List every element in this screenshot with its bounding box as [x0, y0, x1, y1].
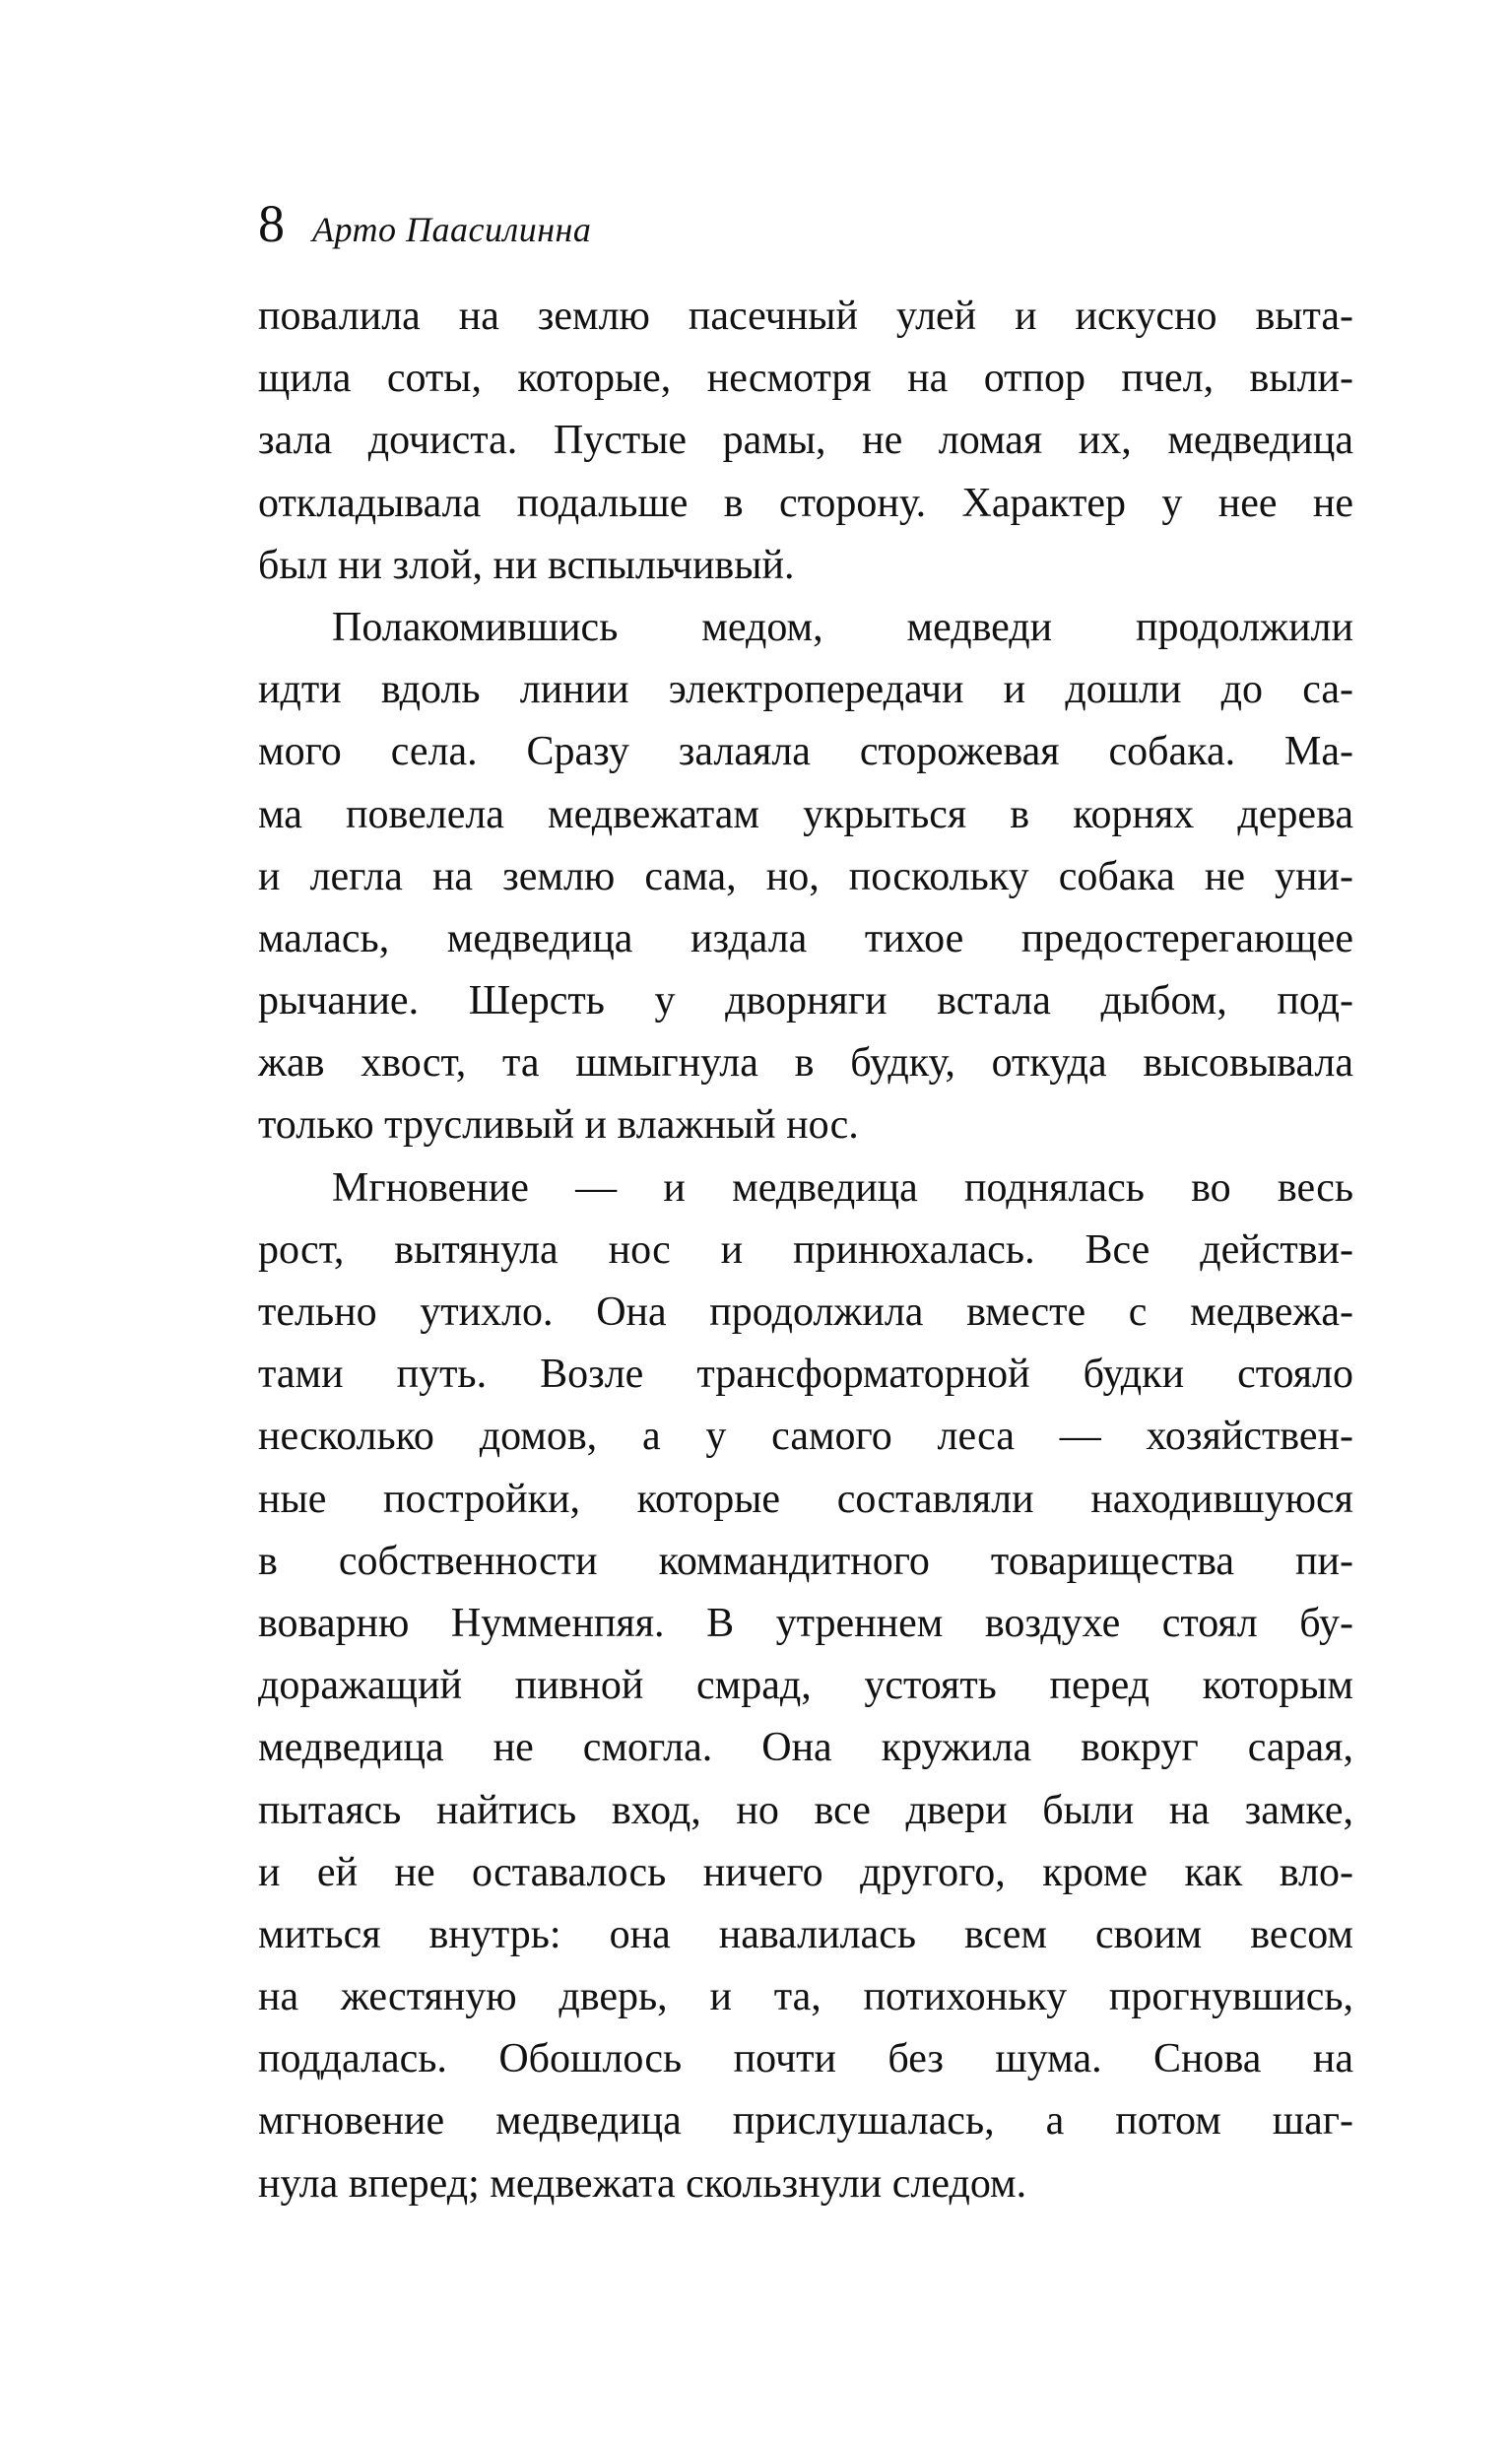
text-line: зала дочиста. Пустые рамы, не ломая их, медведица	[258, 418, 1353, 464]
paragraph	[258, 286, 1353, 597]
text-line: и ей не оставалось ничего другого, кроме как вло-	[258, 1849, 1353, 1895]
text-line: Мгновение — и медведица поднялась во весь	[332, 1164, 1353, 1211]
text-line: в собственности коммандитного товарищества пи-	[258, 1538, 1353, 1584]
page-number: 8	[258, 194, 285, 253]
text-line: на жестяную дверь, и та, потихоньку прогнувшись,	[258, 1974, 1353, 2020]
text-line: мого села. Сразу залаяла сторожевая собака. Ма-	[258, 729, 1353, 775]
running-head	[258, 189, 591, 258]
text-line: поддалась. Обошлось почти без шума. Снова на	[258, 2036, 1353, 2082]
text-line: откладывала подальше в сторону. Характер у нее не	[258, 480, 1353, 526]
text-line: медведица не смогла. Она кружила вокруг сарая,	[258, 1725, 1353, 1771]
text-line: ные постройки, которые составляли находившуюся	[258, 1476, 1353, 1522]
text-line: был ни злой, ни вспыльчивый.	[258, 542, 795, 588]
text-line: Полакомившись медом, медведи продолжили	[332, 604, 1353, 650]
text-line: рычание. Шерсть у дворняги встала дыбом, под-	[258, 978, 1353, 1024]
paragraph	[258, 597, 1353, 1157]
text-line: несколько домов, а у самого леса — хозяйствен-	[258, 1414, 1353, 1460]
text-line: тами путь. Возле трансформаторной будки стояло	[258, 1352, 1353, 1398]
text-line: малась, медведица издала тихое предостерегающее	[258, 915, 1353, 961]
text-line: мгновение медведица прислушалась, а потом шаг-	[258, 2098, 1353, 2145]
text-line: миться внутрь: она навалилась всем своим весом	[258, 1911, 1353, 1957]
text-line: жав хвост, та шмыгнула в будку, откуда высовывала	[258, 1040, 1353, 1087]
text-line: ма повелела медвежатам укрыться в корнях дерева	[258, 791, 1353, 837]
text-line: воварню Нумменпяя. В утреннем воздухе стоял бу-	[258, 1600, 1353, 1646]
text-line: только трусливый и влажный нос.	[258, 1102, 859, 1149]
text-line: тельно утихло. Она продолжила вместе с медвежа-	[258, 1289, 1353, 1335]
paragraph	[258, 1157, 1353, 2215]
text-line: рост, вытянула нос и принюхалась. Все действи-	[258, 1226, 1353, 1273]
text-line: и легла на землю сама, но, поскольку собака не уни-	[258, 853, 1353, 899]
running-head-author: Арто Паасилинна	[312, 210, 592, 249]
text-line: доражащий пивной смрад, устоять перед которым	[258, 1663, 1353, 1709]
body-text	[258, 286, 1353, 2215]
text-line: пытаясь найтись вход, но все двери были на замке,	[258, 1787, 1353, 1833]
text-line: идти вдоль линии электропередачи и дошли до са-	[258, 667, 1353, 713]
text-line: нула вперед; медвежата скользнули следом.	[258, 2160, 1027, 2207]
text-line: повалила на землю пасечный улей и искусно выта-	[258, 294, 1353, 339]
text-line: щила соты, которые, несмотря на отпор пчел, выли-	[258, 356, 1353, 402]
